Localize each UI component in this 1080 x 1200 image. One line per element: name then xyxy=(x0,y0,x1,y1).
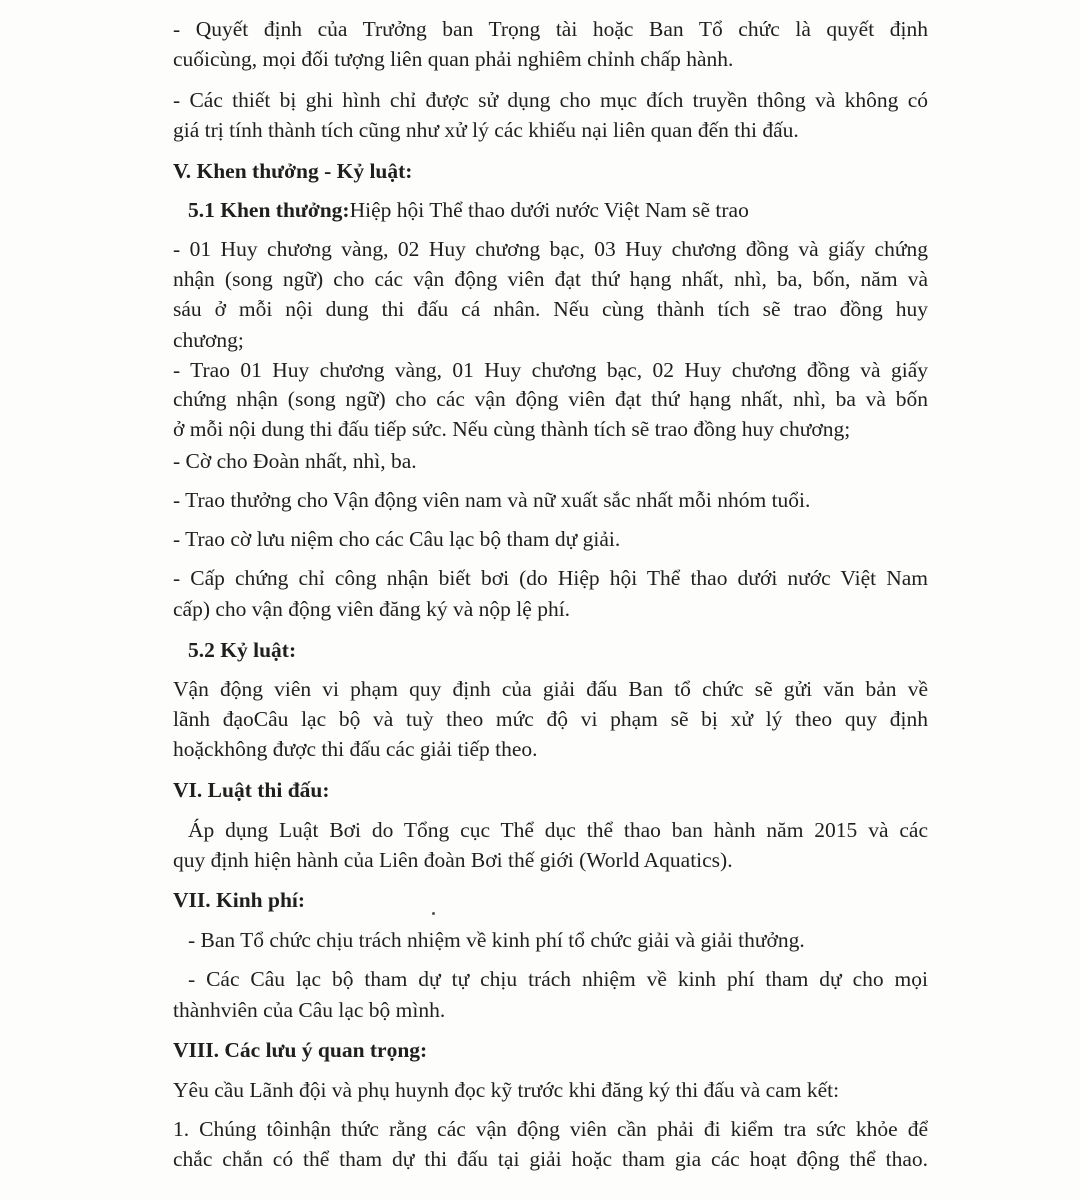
paragraph-line: nhận (song ngữ) cho các vận động viên đạt thứ hạng nhất, nhì, ba, bốn, năm và xyxy=(173,267,928,291)
paragraph-line: Yêu cầu Lãnh đội và phụ huynh đọc kỹ trước khi đăng ký thi đấu và cam kết: xyxy=(173,1078,840,1102)
subsection-text: Hiệp hội Thể thao dưới nước Việt Nam sẽ trao xyxy=(349,198,749,222)
paragraph-line: lãnh đạoCâu lạc bộ và tuỳ theo mức độ vi phạm sẽ bị xử lý theo quy định xyxy=(173,707,928,731)
paragraph-line: - Các thiết bị ghi hình chỉ được sử dụng cho mục đích truyền thông và không có xyxy=(173,88,928,112)
paragraph-line: cuốicùng, mọi đối tượng liên quan phải nghiêm chỉnh chấp hành. xyxy=(173,47,734,71)
section-heading-vii: VII. Kinh phí: xyxy=(173,888,306,912)
paragraph-line: - Các Câu lạc bộ tham dự tự chịu trách nhiệm về kinh phí tham dự cho mọi xyxy=(188,967,928,991)
paragraph-line: chắc chắn có thể tham dự thi đấu tại giải hoặc tham gia các hoạt động thể thao. xyxy=(173,1147,928,1171)
paragraph-line: quy định hiện hành của Liên đoàn Bơi thế giới (World Aquatics). xyxy=(173,848,733,872)
paragraph-line: - Cờ cho Đoàn nhất, nhì, ba. xyxy=(173,449,417,473)
section-heading-viii: VIII. Các lưu ý quan trọng: xyxy=(173,1038,428,1062)
paragraph-line: Áp dụng Luật Bơi do Tổng cục Thể dục thể thao ban hành năm 2015 và các xyxy=(188,818,928,842)
paragraph-line: ở mỗi nội dung thi đấu tiếp sức. Nếu cùng thành tích sẽ trao đồng huy chương; xyxy=(173,417,851,441)
paragraph-line: - 01 Huy chương vàng, 02 Huy chương bạc, 03 Huy chương đồng và giấy chứng xyxy=(173,237,928,261)
paragraph-line: - Ban Tổ chức chịu trách nhiệm về kinh phí tổ chức giải và giải thưởng. xyxy=(188,928,805,952)
paragraph-line: thànhviên của Câu lạc bộ mình. xyxy=(173,998,446,1022)
paragraph-line: chương; xyxy=(173,328,244,352)
paragraph-line: 1. Chúng tôinhận thức rằng các vận động viên cần phải đi kiểm tra sức khỏe để xyxy=(173,1117,928,1141)
paragraph-line: giá trị tính thành tích cũng như xử lý các khiếu nại liên quan đến thi đấu. xyxy=(173,118,799,142)
subsection-heading-5-2: 5.2 Kỷ luật: xyxy=(188,638,297,662)
paragraph-line: cấp) cho vận động viên đăng ký và nộp lệ phí. xyxy=(173,597,571,621)
paragraph-line: - Trao cờ lưu niệm cho các Câu lạc bộ tham dự giải. xyxy=(173,527,621,551)
paragraph-line: Vận động viên vi phạm quy định của giải đấu Ban tổ chức sẽ gửi văn bản về xyxy=(173,677,928,701)
subsection-label: 5.1 Khen thưởng: xyxy=(188,198,350,222)
section-heading-v: V. Khen thưởng - Kỷ luật: xyxy=(173,159,413,183)
paragraph-line: - Trao thưởng cho Vận động viên nam và nữ xuất sắc nhất mỗi nhóm tuổi. xyxy=(173,488,811,512)
section-heading-vi: VI. Luật thi đấu: xyxy=(173,778,330,802)
paragraph-line: hoặckhông được thi đấu các giải tiếp theo. xyxy=(173,737,538,761)
paragraph-line: - Trao 01 Huy chương vàng, 01 Huy chương bạc, 02 Huy chương đồng và giấy xyxy=(173,358,928,382)
paragraph-line: - Quyết định của Trưởng ban Trọng tài hoặc Ban Tổ chức là quyết định xyxy=(173,17,928,41)
paragraph-line: chứng nhận (song ngữ) cho các vận động viên đạt thứ hạng nhất, nhì, ba và bốn xyxy=(173,387,928,411)
scan-speck xyxy=(432,912,435,915)
paragraph-line: - Cấp chứng chỉ công nhận biết bơi (do Hiệp hội Thể thao dưới nước Việt Nam xyxy=(173,566,928,590)
paragraph-line: sáu ở mỗi nội dung thi đấu cá nhân. Nếu cùng thành tích sẽ trao đồng huy xyxy=(173,297,928,321)
subsection-heading-5-1 xyxy=(188,195,749,225)
